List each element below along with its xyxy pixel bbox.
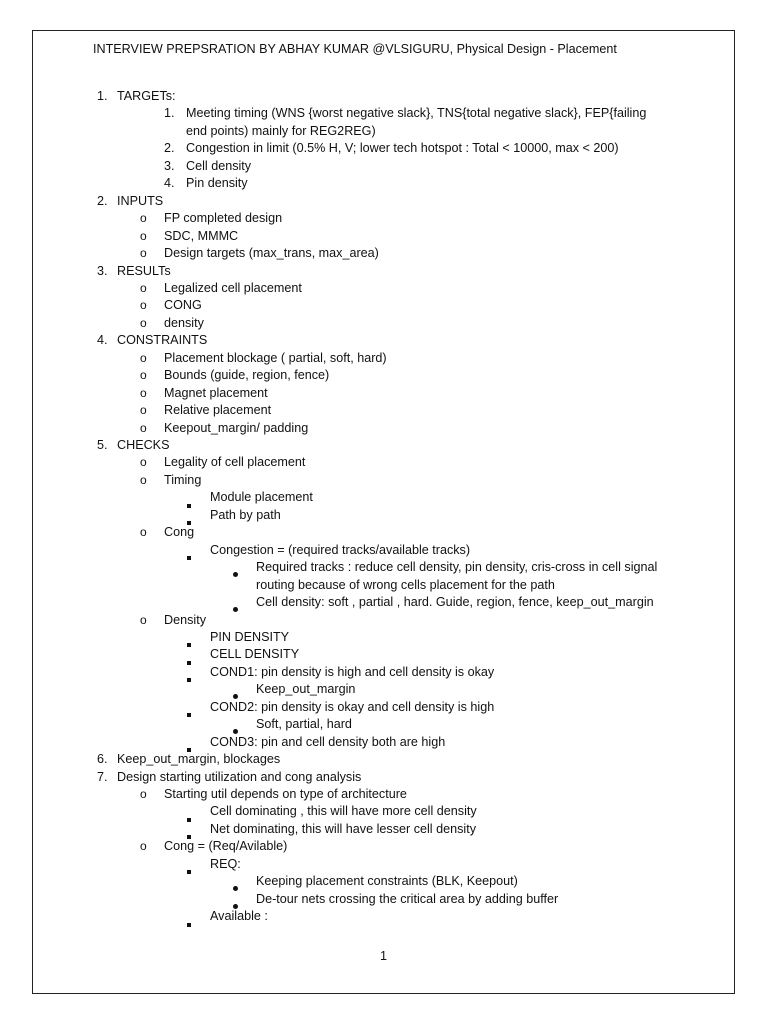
list-item-text: COND1: pin density is high and cell density is okay [210,664,495,679]
list-item-text: CELL DENSITY [210,647,300,662]
list-item-text: Keepout_margin/ padding [164,420,309,435]
circle-bullet-marker: o [140,280,147,295]
circle-bullet-marker: o [140,472,147,487]
document-title: INTERVIEW PREPSRATION BY ABHAY KUMAR @VLSIGURU, Physical Design - Placement [93,42,617,56]
circle-bullet-marker: o [140,350,147,365]
square-bullet-icon [187,915,191,933]
list-item-text: Density [164,612,206,627]
list-item-text: Keeping placement constraints (BLK, Keepout) [256,874,518,889]
square-bullet-icon [187,862,191,880]
list-number: 7. [97,769,108,784]
list-item-text: De-tour nets crossing the critical area by adding buffer [256,891,559,906]
list-item-text: PIN DENSITY [210,629,290,644]
list-item-text: Module placement [210,490,313,505]
circle-bullet-marker: o [140,385,147,400]
list-item-text: Bounds (guide, region, fence) [164,368,330,383]
square-bullet-icon [187,670,191,688]
circle-bullet-marker: o [140,315,147,330]
list-number: 1. [97,89,108,103]
square-bullet-icon [187,810,191,828]
list-item-text: Cell density: soft , partial , hard. Guide, region, fence, keep_out_margin [256,595,654,610]
dot-bullet-icon [233,879,238,897]
list-item-text: Cong [164,525,195,540]
square-bullet-icon [187,548,191,566]
list-item-text: SDC, MMMC [164,228,239,243]
document-page [32,30,735,994]
dot-bullet-icon [233,565,238,583]
list-item-text: Congestion = (required tracks/available tracks) [210,542,471,557]
circle-bullet-marker: o [140,246,147,261]
circle-bullet-marker: o [140,787,147,801]
circle-bullet-marker: o [140,368,147,383]
square-bullet-icon [187,653,191,671]
list-item-text: Congestion in limit (0.5% H, V; lower tech hotspot : Total < 10000, max < 200) [186,141,619,156]
circle-bullet-marker: o [140,612,147,627]
list-item-text: Net dominating, this will have lesser cell density [210,821,476,836]
list-item-text: CHECKS [117,438,170,452]
circle-bullet-marker: o [140,403,147,418]
list-item-text: Cell dominating , this will have more cell density [210,804,477,819]
list-item-text: Keep_out_margin [256,682,356,697]
page-number: 1 [380,949,388,963]
circle-bullet-marker: o [140,839,147,854]
list-item-text: FP completed design [164,211,283,226]
list-item-text: RESULTs [117,263,171,278]
list-item-text: COND3: pin and cell density both are high [210,734,446,749]
list-number: 4. [164,176,175,191]
list-item-text: Timing [164,472,202,487]
list-item-text: Relative placement [164,403,272,418]
list-item-text: INPUTS [117,193,164,208]
list-number: 3. [97,263,108,278]
square-bullet-icon [187,496,191,514]
list-number: 2. [97,193,108,208]
list-item-text: Soft, partial, hard [256,717,352,732]
list-number: 5. [97,438,108,452]
list-item-text: Design starting utilization and cong analysis [117,769,362,784]
list-item-text: Legality of cell placement [164,455,306,470]
list-number: 2. [164,141,175,156]
list-item-text: CONG [164,298,202,313]
list-item-text: Meeting timing (WNS {worst negative slack}, TNS{total negative slack}, FEP{failing [186,106,647,121]
list-item-text: TARGETs: [117,89,176,103]
list-item-text: Design targets (max_trans, max_area) [164,246,379,261]
circle-bullet-marker: o [140,455,147,470]
list-item-text: Cell density [186,158,252,173]
list-number: 1. [164,106,175,121]
list-number: 4. [97,333,108,348]
list-item-text: CONSTRAINTS [117,333,208,348]
list-item-text: routing because of wrong cells placement for the path [256,577,555,592]
list-item-text: density [164,315,204,330]
list-item-text: Legalized cell placement [164,280,302,295]
list-item-text: Keep_out_margin, blockages [117,752,281,767]
list-item-text: REQ: [210,856,241,871]
dot-bullet-icon [233,600,238,618]
list-item-text: COND2: pin density is okay and cell density is high [210,699,495,714]
list-item-text: Path by path [210,507,281,522]
list-item-text: Cong = (Req/Avilable) [164,839,288,854]
circle-bullet-marker: o [140,228,147,243]
circle-bullet-marker: o [140,420,147,435]
list-number: 6. [97,752,108,767]
list-item-text: Magnet placement [164,385,268,400]
list-item-text: Pin density [186,176,248,191]
circle-bullet-marker: o [140,298,147,313]
list-item-text: Placement blockage ( partial, soft, hard) [164,350,387,365]
circle-bullet-marker: o [140,211,147,226]
list-item-text: end points) mainly for REG2REG) [186,123,376,138]
list-item-text: Required tracks : reduce cell density, pin density, cris-cross in cell signal [256,560,658,575]
list-item-text: Available : [210,909,268,924]
square-bullet-icon [187,635,191,653]
list-number: 3. [164,158,175,173]
circle-bullet-marker: o [140,525,147,540]
square-bullet-icon [187,705,191,723]
list-item-text: Starting util depends on type of architecture [164,787,407,801]
